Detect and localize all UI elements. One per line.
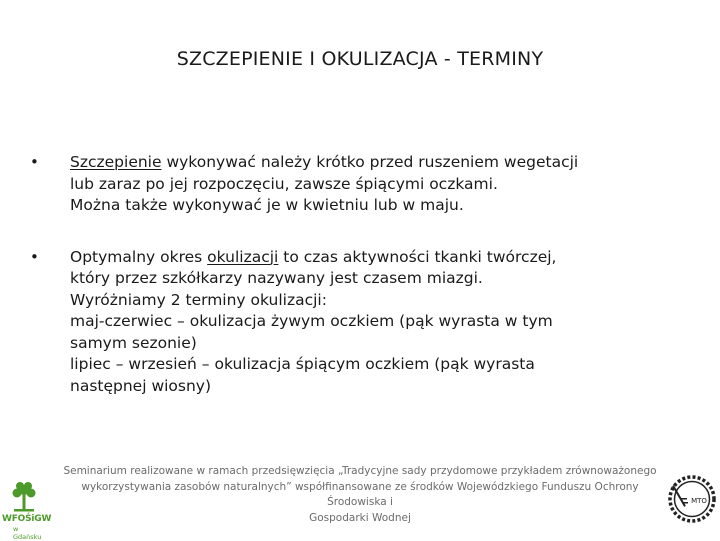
logo-brand-text: WFOŚiGW: [2, 514, 52, 524]
bullet2-line2: który przez szkółkarzy nazywany jest czasem miazgi.: [70, 269, 483, 287]
logo-sub-text: w Gdańsku: [13, 525, 42, 541]
bullet-item-okulizacja: [30, 247, 630, 398]
term-okulizacja: okulizacji: [207, 247, 279, 266]
tree-logo-icon: [0, 480, 48, 514]
gear-logo-text: MTO: [691, 497, 707, 505]
bullet2-line7: następnej wiosny): [70, 376, 212, 395]
footer-line3: Gospodarki Wodnej: [309, 511, 411, 524]
bullet2-line3: Wyróżniamy 2 terminy okulizacji:: [70, 290, 327, 309]
bullet2-line1: [70, 247, 630, 269]
bullet1-line1: [70, 152, 630, 174]
bullet1-line1-text: wykonywać należy krótko przed ruszeniem wegetacji: [161, 153, 579, 171]
bullet-item-szczepienie: [30, 152, 630, 217]
bullet2-line6: lipiec – wrzesień – okulizacja śpiącym oczkiem (pąk wyrasta: [70, 355, 535, 373]
bullet2-line1-post: to czas aktywności tkanki twórczej,: [278, 247, 557, 266]
bullet-list: [30, 152, 630, 427]
footer-note: [62, 464, 658, 526]
bullet-dot: •: [30, 153, 39, 171]
bullet2-line5: samym sezonie): [70, 333, 197, 352]
footer-line1: Seminarium realizowane w ramach przedsięwzięcia „Tradycyjne sady przydomowe przykładem zrównoważonego: [63, 465, 657, 477]
bullet1-line2: lub zaraz po jej rozpoczęciu, zawsze śpiącymi oczkami.: [70, 174, 498, 193]
term-szczepienie: Szczepienie: [70, 153, 162, 171]
bullet-dot: •: [30, 247, 39, 266]
gear-tree-logo-icon: [666, 470, 718, 528]
footer-line2: wykorzystywania zasobów naturalnych” współfinansowane ze środków Wojewódzkiego Funduszu Ochrony Środowiska i: [81, 480, 639, 508]
wfosigw-logo: [0, 480, 52, 541]
bullet1-line3: Można także wykonywać je w kwietniu lub w maju.: [70, 196, 464, 214]
bullet2-line4: maj-czerwiec – okulizacja żywym oczkiem (pąk wyrasta w tym: [70, 312, 553, 330]
bullet2-line1-pre: Optymalny okres: [70, 247, 208, 266]
gear-tree-logo: [666, 470, 718, 528]
slide-title: SZCZEPIENIE I OKULIZACJA - TERMINY: [176, 48, 544, 70]
